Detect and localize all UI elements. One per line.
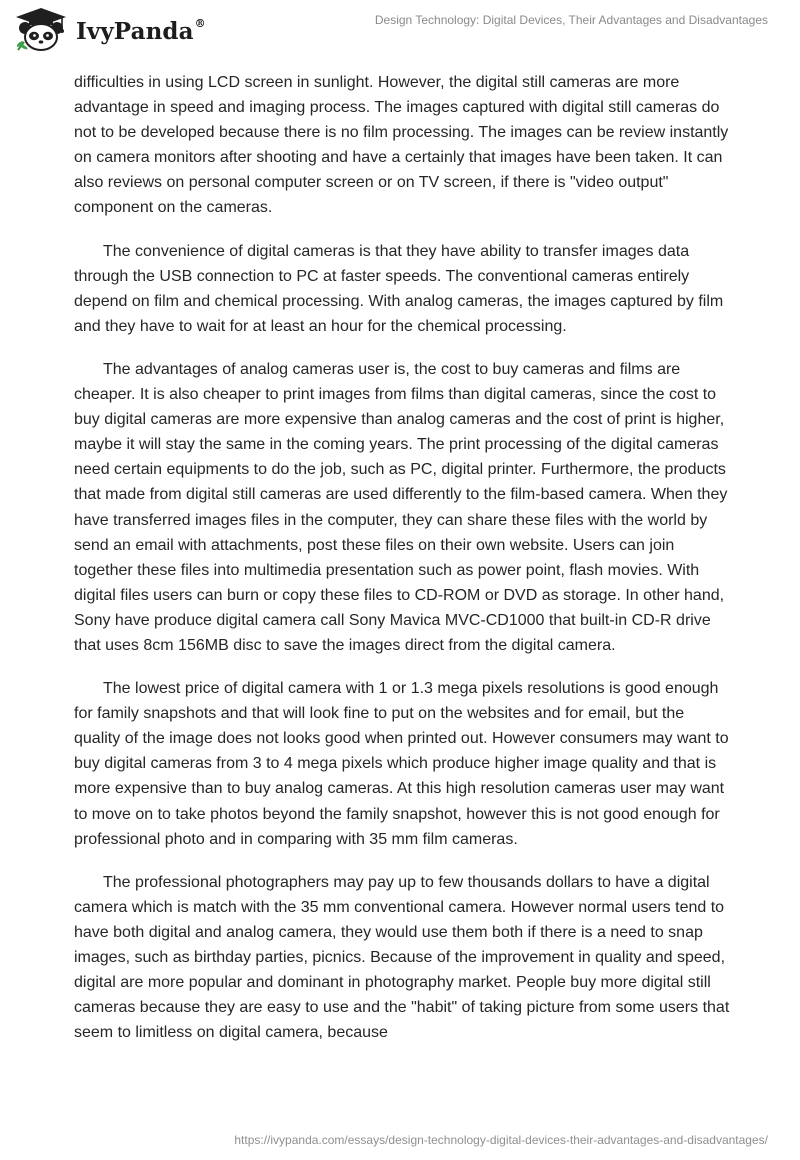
page-header xyxy=(0,0,800,60)
brand-logo[interactable] xyxy=(12,6,206,52)
document-title: Design Technology: Digital Devices, Their Advantages and Disadvantages xyxy=(374,13,768,27)
source-url[interactable]: https://ivypanda.com/essays/design-technology-digital-devices-their-advantages-and-disadvantages/ xyxy=(234,1133,768,1147)
article-body xyxy=(74,70,734,1063)
panda-graduate-icon xyxy=(12,6,70,52)
paragraph: difficulties in using LCD screen in sunlight. However, the digital still cameras are more advantage in speed and imaging process. The images captured with digital still cameras do not to be developed because there is no film processing. The images can be review instantly on camera monitors after shooting and have a certainly that images have been taken. It can also reviews on personal computer screen or on TV screen, if there is "video output" component on the cameras. xyxy=(74,74,729,217)
paragraph: The professional photographers may pay up to few thousands dollars to have a digital camera which is match with the 35 mm conventional camera. However normal users tend to have both digital and analog camera, they would use them both if there is a need to snap images, such as birthday parties, picnics. Because of the improvement in quality and speed, digital are more popular and dominant in photography market. People buy more digital still cameras because they are easy to use and the "habit" of taking picture from some users that seem to limitless on digital camera, because xyxy=(74,873,730,1042)
paragraph: The convenience of digital cameras is that they have ability to transfer images data through the USB connection to PC at faster speeds. The conventional cameras entirely depend on film and chemical processing. With analog cameras, the images captured by film and they have to wait for at least an hour for the chemical processing. xyxy=(74,242,724,335)
brand-name xyxy=(76,18,206,45)
paragraph: The advantages of analog cameras user is, the cost to buy cameras and films are cheaper. It is also cheaper to print images from films than digital cameras, since the cost to buy digital cameras are more expensive than analog cameras and the cost of print is higher, maybe it will stay the same in the coming years. The print processing of the digital cameras need certain equipments to do the job, such as PC, digital printer. Furthermore, the products that made from digital still cameras are used differently to the film-based camera. When they have transferred images files in the computer, they can share these files with the world by send an email with attachments, post these files on their own website. Users can join together these files into multimedia presentation such as power point, flash movies. With digital files users can burn or copy these files to CD-ROM or DVD as storage. In other hand, Sony have produce digital camera call Sony Mavica MVC-CD1000 that built-in CD-R drive that uses 8cm 156MB disc to save the images direct from the digital camera. xyxy=(74,360,728,654)
paragraph: The lowest price of digital camera with 1 or 1.3 mega pixels resolutions is good enough for family snapshots and that will look fine to put on the websites and for email, but the quality of the image does not looks good when printed out. However consumers may want to buy digital cameras from 3 to 4 mega pixels which produce higher image quality and that is more expensive than to buy analog cameras. At this high resolution cameras user may want to move on to take photos beyond the family snapshot, however this is not good enough for professional photo and in comparing with 35 mm film cameras. xyxy=(74,680,729,848)
brand-name-text: IvyPanda xyxy=(76,17,194,45)
registered-mark: ® xyxy=(194,16,206,30)
